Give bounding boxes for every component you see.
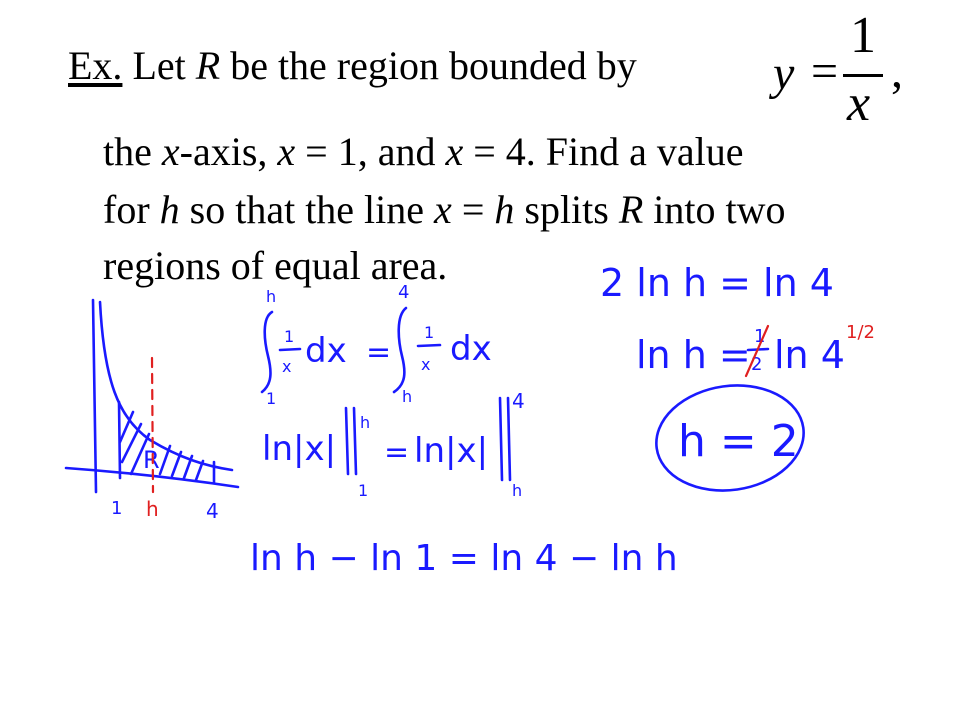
variable-x: x bbox=[277, 129, 296, 174]
step-one: 2 ln h = ln 4 bbox=[600, 261, 834, 305]
y-axis-line bbox=[93, 300, 96, 492]
integral-equation bbox=[262, 282, 492, 408]
fraction-one: 1 bbox=[424, 323, 435, 342]
problem-text: = 1, and bbox=[295, 129, 446, 174]
equals-sign: = bbox=[366, 335, 392, 370]
eval-bar bbox=[346, 408, 348, 474]
integral-sign bbox=[262, 312, 272, 392]
equation-lhs: y bbox=[773, 47, 795, 100]
fraction-denominator: x bbox=[847, 75, 871, 132]
difference-equation bbox=[250, 538, 678, 579]
variable-x: x bbox=[434, 187, 452, 232]
variable-x: x bbox=[445, 129, 464, 174]
variable-h: h bbox=[494, 187, 515, 232]
ln-abs-x: ln|x| bbox=[262, 429, 337, 469]
tick-label-1: 1 bbox=[111, 498, 123, 519]
step-two-ln-4: ln 4 bbox=[774, 333, 845, 377]
fraction-numerator: 1 bbox=[850, 7, 876, 64]
eval-lower-limit: h bbox=[512, 481, 523, 500]
fraction-x: x bbox=[421, 355, 431, 374]
tick-label-4: 4 bbox=[206, 499, 219, 523]
fraction-bar-ink bbox=[280, 349, 300, 350]
equals-sign: = bbox=[384, 435, 410, 470]
dx-symbol: dx bbox=[305, 331, 347, 371]
region-label: R bbox=[143, 446, 160, 474]
step-two-ln-h: ln h = bbox=[636, 333, 751, 377]
equation-comma: , bbox=[891, 45, 903, 98]
problem-text: -axis, bbox=[179, 129, 278, 174]
problem-text: splits bbox=[514, 187, 619, 232]
variable-x: x bbox=[161, 129, 180, 174]
fraction-x: x bbox=[282, 357, 292, 376]
integral-lower-limit: h bbox=[402, 387, 413, 406]
equation-equals: = bbox=[811, 45, 839, 98]
dx-symbol: dx bbox=[450, 329, 492, 369]
step-two-numerator: 1 bbox=[754, 326, 766, 347]
integral-lower-limit: 1 bbox=[266, 389, 277, 408]
equation-line: ln h − ln 1 = ln 4 − ln h bbox=[250, 538, 678, 579]
problem-text: so that the line bbox=[179, 187, 435, 232]
problem-text: Let bbox=[132, 43, 196, 88]
integral-sign bbox=[394, 308, 406, 392]
region-symbol: R bbox=[618, 187, 644, 232]
variable-h: h bbox=[159, 187, 180, 232]
eval-bar bbox=[508, 398, 510, 480]
answer: h = 2 bbox=[678, 416, 799, 467]
eval-lower-limit: 1 bbox=[358, 481, 369, 500]
step-two-power: 1/2 bbox=[846, 322, 875, 343]
fraction-bar-ink bbox=[418, 345, 440, 346]
tick-label-h: h bbox=[146, 497, 159, 521]
problem-text: = bbox=[451, 187, 495, 232]
problem-text: regions of equal area. bbox=[103, 243, 448, 288]
step-two-denominator: 2 bbox=[751, 354, 763, 375]
problem-text: be the region bounded by bbox=[220, 43, 637, 88]
problem-text: = 4. Find a value bbox=[463, 129, 744, 174]
integral-upper-limit: h bbox=[266, 287, 277, 306]
problem-text: the bbox=[103, 129, 162, 174]
problem-text: into two bbox=[643, 187, 786, 232]
evaluation-equation bbox=[262, 389, 525, 500]
fraction-one: 1 bbox=[284, 327, 295, 346]
integral-upper-limit: 4 bbox=[398, 282, 410, 303]
eval-upper-limit: h bbox=[360, 413, 371, 432]
ln-abs-x: ln|x| bbox=[414, 431, 489, 471]
region-symbol: R bbox=[195, 43, 221, 88]
example-label: Ex. bbox=[68, 43, 123, 88]
dashed-line-x-equals-h bbox=[152, 358, 153, 492]
eval-upper-limit: 4 bbox=[512, 389, 525, 413]
region-sketch bbox=[66, 300, 238, 523]
problem-text: for bbox=[103, 187, 160, 232]
eval-bar bbox=[354, 408, 356, 474]
solution-steps bbox=[600, 261, 875, 500]
eval-bar bbox=[500, 398, 502, 480]
